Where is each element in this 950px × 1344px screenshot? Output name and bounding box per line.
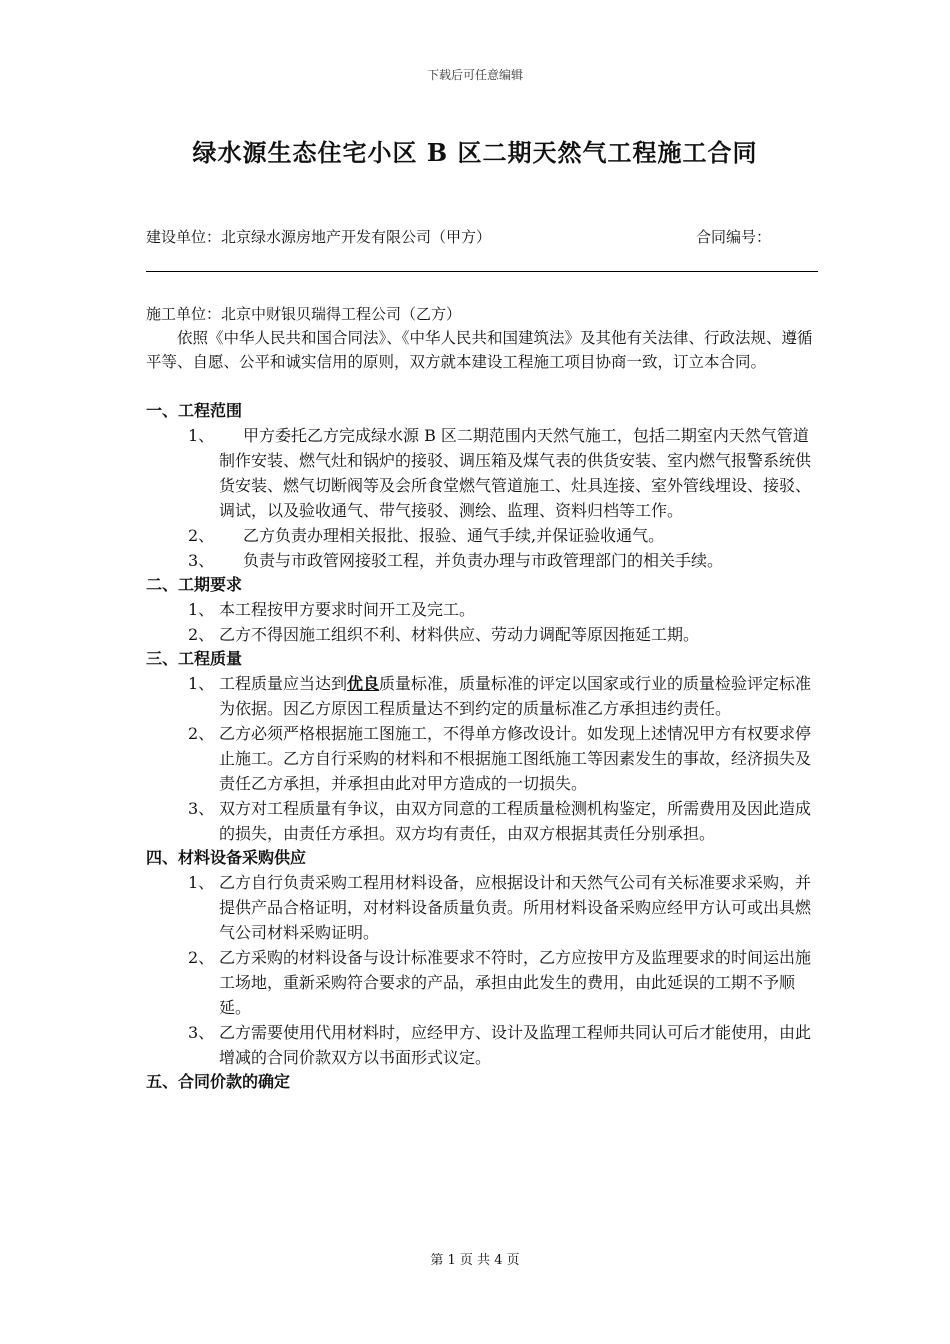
clause-item bbox=[146, 1020, 818, 1070]
clause-number: 2、 bbox=[188, 625, 215, 644]
clause-item bbox=[146, 423, 818, 523]
quality-grade-emphasis: 优良 bbox=[347, 674, 380, 693]
clause-text bbox=[219, 671, 818, 721]
contractor-line: 施工单位：北京中财银贝瑞得工程公司（乙方） bbox=[146, 305, 462, 323]
clause-text: 乙方自行负责采购工程用材料设备，应根据设计和天然气公司有关标准要求采购，并提供产品合格证明，对材料设备质量负责。所用材料设备采购应经甲方认可或出具燃气公司材料采购证明。 bbox=[219, 873, 812, 942]
clause-text-post: 质量标准，质量标准的评定以国家或行业的质量检验评定标准为依据。因乙方原因工程质量达不到约定的质量标准乙方承担违约责任。 bbox=[219, 674, 812, 718]
clause-number: 1、 bbox=[188, 674, 215, 693]
contract-number-label: 合同编号： bbox=[696, 228, 772, 246]
page-header-note: 下载后可任意编辑 bbox=[426, 68, 523, 82]
section-title: 一、工程范围 bbox=[146, 401, 243, 420]
clause-text: 负责与市政管网接驳工程，并负责办理与市政管理部门的相关手续。 bbox=[243, 551, 724, 570]
clause-number: 3、 bbox=[188, 551, 215, 570]
spacer bbox=[146, 374, 818, 399]
clause-item bbox=[146, 523, 818, 548]
clause-text: 乙方需要使用代用材料时，应经甲方、设计及监理工程师共同认可后才能使用，由此增减的合同价款双方以书面形式议定。 bbox=[219, 1023, 812, 1067]
clause-item bbox=[146, 796, 818, 846]
page-footer: 第 1 页 共 4 页 bbox=[430, 1253, 520, 1268]
section-title: 三、工程质量 bbox=[146, 649, 243, 668]
clause-text-pre: 工程质量应当达到 bbox=[219, 674, 348, 693]
clause-number: 1、 bbox=[188, 873, 215, 892]
document-title: 绿水源生态住宅小区 B 区二期天然气工程施工合同 bbox=[192, 138, 758, 167]
clause-text: 本工程按甲方要求时间开工及完工。 bbox=[219, 600, 476, 619]
clause-number: 3、 bbox=[188, 799, 215, 818]
clause-text: 乙方采购的材料设备与设计标准要求不符时，乙方应按甲方及监理要求的时间运出施工场地，重新采购符合要求的产品，承担由此发生的费用，由此延误的工期不予顺延。 bbox=[219, 948, 812, 1017]
clause-number: 2、 bbox=[188, 948, 215, 967]
clause-item bbox=[146, 671, 818, 721]
clause-text: 双方对工程质量有争议，由双方同意的工程质量检测机构鉴定，所需费用及因此造成的损失，由责任方承担。双方均有责任，由双方根据其责任分别承担。 bbox=[219, 799, 812, 843]
clause-number: 2、 bbox=[188, 526, 215, 545]
clause-text: 乙方必须严格根据施工图施工，不得单方修改设计。如发现上述情况甲方有权要求停止施工。乙方自行采购的材料和不根据施工图纸施工等因素发生的事故，经济损失及责任乙方承担，并承担由此对甲方造成的一切损失。 bbox=[219, 724, 812, 793]
clause-item bbox=[146, 622, 818, 647]
clause-item bbox=[146, 548, 818, 573]
clause-number: 1、 bbox=[188, 600, 215, 619]
clause-item bbox=[146, 870, 818, 945]
clause-number: 1、 bbox=[188, 426, 215, 445]
section-title: 五、合同价款的确定 bbox=[146, 1072, 291, 1091]
clause-item bbox=[146, 721, 818, 796]
clause-item bbox=[146, 945, 818, 1020]
clause-number: 3、 bbox=[188, 1023, 215, 1042]
clause-text: 乙方负责办理相关报批、报验、通气手续,并保证验收通气。 bbox=[243, 526, 665, 545]
owner-line: 建设单位：北京绿水源房地产开发有限公司（甲方） bbox=[146, 228, 492, 246]
meta-row bbox=[146, 226, 818, 250]
clause-item bbox=[146, 597, 818, 622]
clause-text: 甲方委托乙方完成绿水源 B 区二期范围内天然气施工，包括二期室内天然气管道制作安装、燃气灶和锅炉的接驳、调压箱及煤气表的供货安装、室内燃气报警系统供货安装、燃气切断阀等及会所食堂燃气管道施工、灶具连接、室外管线埋设、接驳、调试，以及验收通气、带气接驳、测绘、监理、资料归档等工作。 bbox=[219, 426, 812, 520]
header-divider bbox=[146, 271, 818, 272]
clause-number: 2、 bbox=[188, 724, 215, 743]
intro-paragraph: 依照《中华人民共和国合同法》、《中华人民共和国建筑法》及其他有关法律、行政法规、遵循平等、自愿、公平和诚实信用的原则，双方就本建设工程施工项目协商一致，订立本合同。 bbox=[146, 329, 813, 371]
clause-text: 乙方不得因施工组织不利、材料供应、劳动力调配等原因拖延工期。 bbox=[219, 625, 700, 644]
section-title: 四、材料设备采购供应 bbox=[146, 848, 307, 867]
contract-body bbox=[146, 302, 818, 1094]
section-title: 二、工期要求 bbox=[146, 575, 243, 594]
